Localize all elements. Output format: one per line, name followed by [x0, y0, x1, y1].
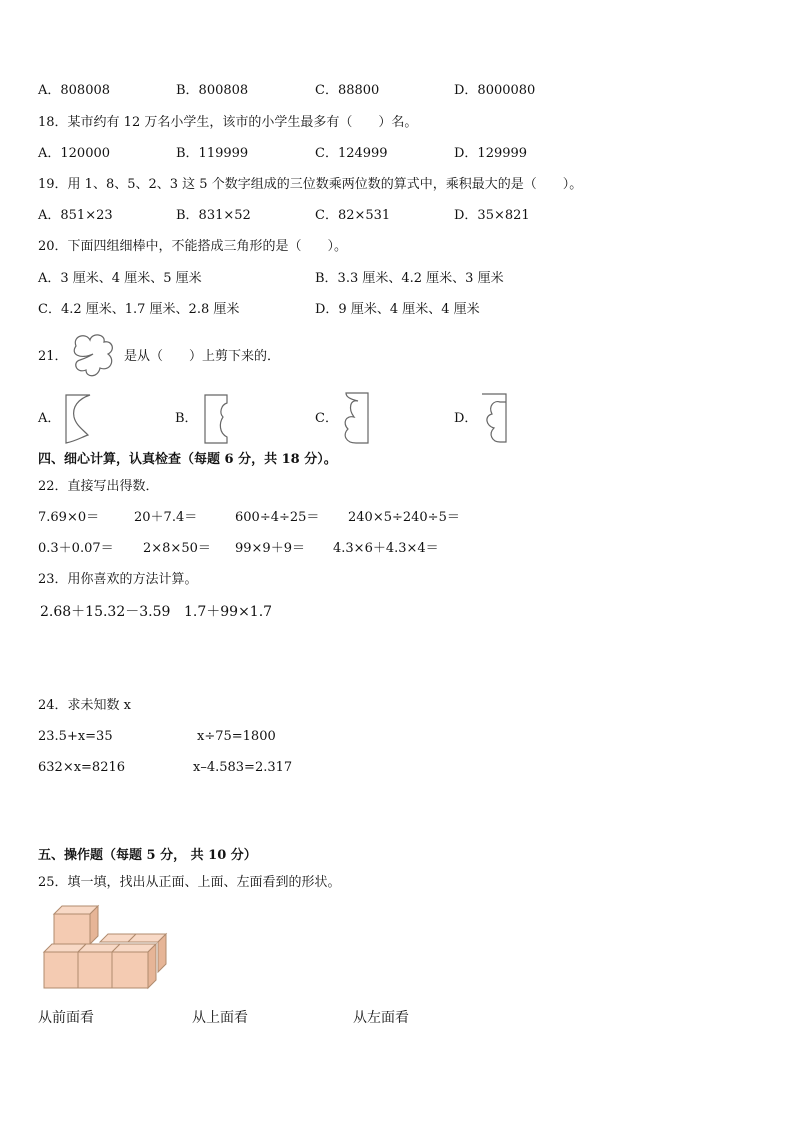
equation: x–4.583=2.317 [193, 760, 293, 775]
option-b: B． [175, 411, 198, 426]
option-d: D．35×821 [454, 208, 530, 223]
option-a: A．3 厘米、4 厘米、5 厘米 [38, 271, 202, 286]
question-19-stem: 19．用 1、8、5、2、3 这 5 个数字组成的三位数乘两位数的算式中，乘积最大的是（ ）。 [38, 177, 583, 192]
option-c: C．82×531 [315, 208, 391, 223]
calc-item: 20＋7.4＝ [134, 510, 198, 525]
option-b: B．831×52 [176, 208, 251, 223]
calc-item: 600÷4÷25＝ [235, 510, 320, 525]
paper-shape-d-icon [478, 392, 510, 446]
option-b: B．119999 [176, 146, 249, 161]
calc-expression: 2.68＋15.32－3.59 [40, 604, 171, 620]
left-view-label: 从左面看 [353, 1010, 409, 1026]
option-c: C．4.2 厘米、1.7 厘米、2.8 厘米 [38, 302, 240, 317]
section-4-title: 四、细心计算，认真检查（每题 6 分，共 18 分）。 [38, 452, 337, 467]
calc-item: 240×5÷240÷5＝ [348, 510, 460, 525]
option-c: C．124999 [315, 146, 388, 161]
top-view-label: 从上面看 [192, 1010, 248, 1026]
equation: x÷75=1800 [197, 729, 276, 744]
equation: 23.5+x=35 [38, 729, 113, 744]
option-c: C． [315, 411, 338, 426]
question-23-stem: 23．用你喜欢的方法计算。 [38, 572, 198, 587]
section-5-title: 五、操作题（每题 5 分， 共 10 分） [38, 848, 257, 863]
front-view-label: 从前面看 [38, 1010, 94, 1026]
question-18-stem: 18．某市约有 12 万名小学生，该市的小学生最多有（ ）名。 [38, 115, 418, 130]
option-a: A．808008 [38, 83, 111, 98]
equation: 632×x=8216 [38, 760, 126, 775]
option-d: D． [454, 411, 478, 426]
option-d: D．9 厘米、4 厘米、4 厘米 [315, 302, 480, 317]
question-21-number: 21． [38, 349, 68, 364]
paper-shape-a-icon [62, 393, 94, 445]
calc-expression: 1.7＋99×1.7 [184, 604, 273, 620]
question-21-stem: 是从（ ）上剪下来的． [124, 349, 281, 364]
paper-shape-b-icon [201, 393, 233, 445]
question-22-stem: 22．直接写出得数． [38, 479, 159, 494]
question-20-stem: 20．下面四组细棒中，不能搭成三角形的是（ ）。 [38, 239, 348, 254]
clover-shape-icon [66, 330, 122, 382]
calc-item: 99×9＋9＝ [235, 541, 305, 556]
option-c: C．88800 [315, 83, 380, 98]
option-d: D．8000080 [454, 83, 536, 98]
option-a: A． [38, 411, 61, 426]
option-b: B．800808 [176, 83, 249, 98]
question-24-stem: 24．求未知数 x [38, 698, 132, 713]
paper-shape-c-icon [340, 391, 372, 445]
option-d: D．129999 [454, 146, 528, 161]
option-a: A．851×23 [38, 208, 113, 223]
calc-item: 2×8×50＝ [143, 541, 211, 556]
calc-item: 7.69×0＝ [38, 510, 100, 525]
question-25-stem: 25．填一填，找出从正面、上面、左面看到的形状。 [38, 875, 341, 890]
calc-item: 4.3×6＋4.3×4＝ [333, 541, 439, 556]
calc-item: 0.3＋0.07＝ [38, 541, 114, 556]
cube-stack-figure [40, 900, 172, 996]
option-a: A．120000 [38, 146, 111, 161]
option-b: B．3.3 厘米、4.2 厘米、3 厘米 [315, 271, 504, 286]
